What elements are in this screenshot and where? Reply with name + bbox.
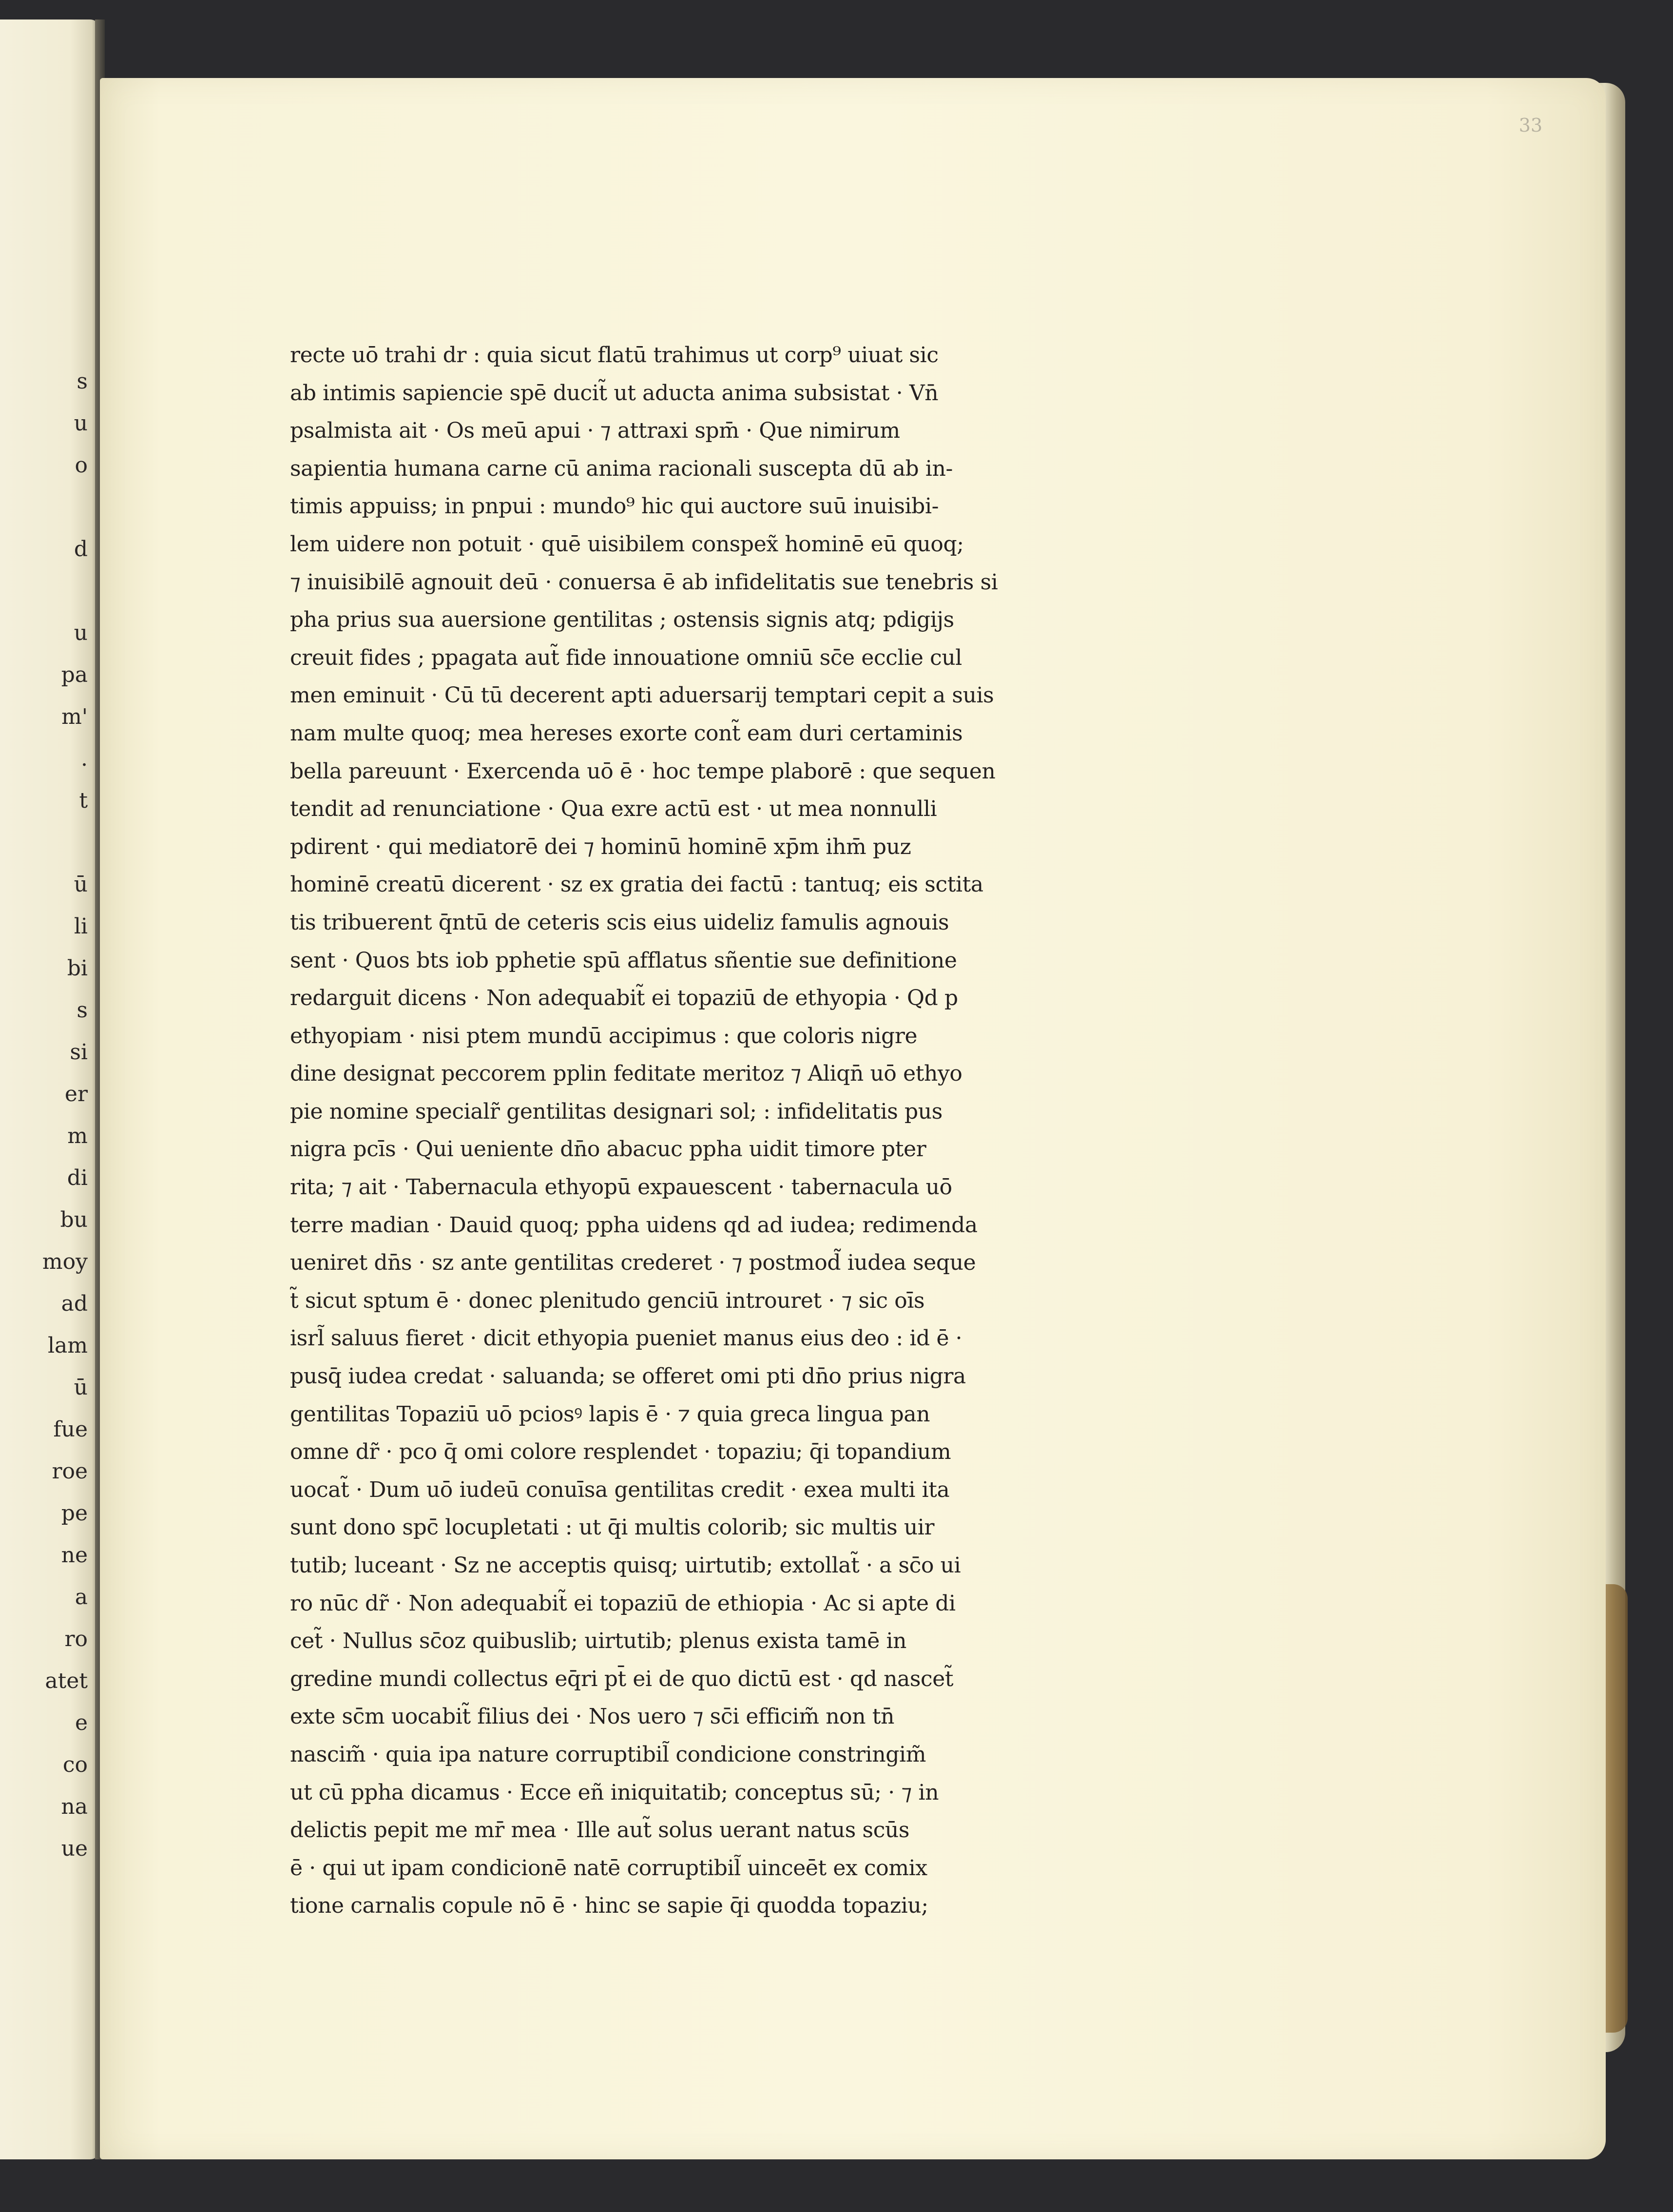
verso-fragment: co (62, 1752, 88, 1777)
text-line: uocat̃ · Dum uō iudeū conuīsa gentilitas credit · exea multi ita (290, 1477, 950, 1502)
text-line: bella pareuunt · Exercenda uō ē · hoc tempe plaborē : que sequen (290, 758, 996, 784)
verso-fragment: . (81, 746, 88, 771)
text-line: creuit fides ; ppagata aut̃ fide innouatione omniū sc̄e ecclie cul (290, 645, 962, 670)
recto-page (100, 78, 1606, 2159)
text-line: omne dr̃ · pco q̄ omi colore resplendet · topaziu; q̄i topandium (290, 1439, 951, 1465)
verso-fragment: u (74, 411, 88, 436)
verso-fragment: ne (61, 1543, 88, 1568)
verso-fragment: m' (61, 704, 88, 729)
verso-text-fragments (0, 361, 93, 1870)
verso-fragment: moy (42, 1249, 88, 1274)
text-line: ro nūc dr̃ · Non adequabit̃ ei topaziū de ethiopia · Ac si apte di (290, 1591, 956, 1616)
text-line: ⁊ inuisibilē agnouit deū · conuersa ē ab infidelitatis sue tenebris si (290, 569, 998, 595)
text-line: tendit ad renunciatione · Qua exre actū est · ut mea nonnulli (290, 796, 937, 822)
text-line: dine designat peccorem pplin feditate meritoz ⁊ Aliqn̄ uō ethyo (290, 1061, 962, 1087)
text-line: gentilitas Topaziū uō pciosꝰ lapis ē · ⁊ quia greca lingua pan (290, 1401, 930, 1427)
text-line: hominē creatū dicerent · sz ex gratia dei factū : tantuq; eis sctita (290, 872, 983, 897)
text-line: ut cū ppha dicamus · Ecce eñ iniquitatib; conceptus sū; · ⁊ in (290, 1780, 939, 1805)
verso-fragment: bu (60, 1207, 88, 1232)
text-line: cet̃ · Nullus sc̄oz quibuslib; uirtutib; plenus exista tamē in (290, 1629, 907, 1654)
text-line: ē · qui ut ipam condicionē natē corruptibil̃ uinceēt ex comix (290, 1855, 927, 1881)
verso-fragment: lam (47, 1333, 88, 1358)
verso-fragment: ū (74, 1375, 88, 1400)
verso-fragment: s (77, 369, 88, 394)
folio-number: 33 (1519, 115, 1542, 136)
text-line: redarguit dicens · Non adequabit̃ ei topaziū de ethyopia · Qd p (290, 986, 958, 1011)
verso-fragment: ro (64, 1627, 88, 1651)
text-line: nam multe quoq; mea hereses exorte cont̃ eam duri certaminis (290, 720, 963, 746)
text-line: sunt dono spc̄ locupletati : ut q̄i multis colorib; sic multis uir (290, 1515, 935, 1540)
text-line: isrl̃ saluus fieret · dicit ethyopia pueniet manus eius deo : id ē · (290, 1326, 962, 1351)
verso-fragment: ad (61, 1291, 88, 1316)
verso-fragment: m (67, 1124, 88, 1148)
verso-fragment: pe (61, 1501, 88, 1526)
text-line: delictis pepit me mr̄ mea · Ille aut̃ solus uerant natus scūs (290, 1818, 910, 1843)
main-text-column (290, 336, 1406, 1925)
verso-fragment (0, 822, 93, 864)
verso-fragment (0, 486, 93, 528)
text-line: rita; ⁊ ait · Tabernacula ethyopū expauescent · tabernacula uō (290, 1175, 952, 1200)
verso-fragment: o (75, 453, 88, 478)
verso-fragment: d (74, 537, 88, 562)
verso-fragment: s (77, 998, 88, 1023)
text-line: sapientia humana carne cū anima racionali suscepta dū ab in- (290, 456, 953, 481)
verso-fragment: u (74, 621, 88, 645)
verso-fragment: fue (53, 1417, 88, 1442)
text-line: nigra pcīs · Qui ueniente dn̄o abacuc ppha uidit timore pter (290, 1137, 926, 1162)
verso-fragment: atet (45, 1669, 88, 1693)
verso-fragment: pa (61, 662, 88, 687)
text-line: t̃ sicut sptum ē · donec plenitudo genciū introuret · ⁊ sic oīs (290, 1288, 925, 1313)
text-line: ethyopiam · nisi ptem mundū accipimus : que coloris nigre (290, 1023, 918, 1048)
verso-fragment (0, 570, 93, 612)
verso-fragment: si (70, 1040, 88, 1065)
verso-fragment: roe (52, 1459, 88, 1484)
verso-fragment: er (64, 1082, 88, 1106)
text-line: sent · Quos bts iob pphetie spū afflatus sñentie sue definitione (290, 948, 957, 973)
text-line: lem uidere non potuit · quē uisibilem conspex̃ hominē eū quoq; (290, 531, 964, 557)
text-line: timis appuiss; in pnpui : mundo⁹ hic qui auctore suū inuisibi- (290, 494, 939, 519)
verso-fragment: t (79, 788, 88, 813)
verso-fragment: di (67, 1165, 88, 1190)
text-line: pdirent · qui mediatorē dei ⁊ hominū hominē xp̄m ihm̄ puz (290, 834, 911, 859)
text-line: pusq̄ iudea credat · saluanda; se offeret omi pti dn̄o prius nigra (290, 1364, 966, 1389)
text-line: gredine mundi collectus eq̄ri pt̄ ei de quo dictū est · qd nascet̃ (290, 1666, 954, 1691)
text-line: tis tribuerent q̄ntū de ceteris scis eius uideliz famulis agnouis (290, 910, 949, 935)
text-line: exte sc̄m uocabit̃ filius dei · Nos uero ⁊ sc̄i efficim̃ non tn̄ (290, 1704, 895, 1729)
text-line: recte uō trahi dr : quia sicut flatū trahimus ut corp⁹ uiuat sic (290, 343, 939, 368)
verso-fragment: li (74, 914, 88, 939)
text-line: ueniret dn̄s · sz ante gentilitas crederet · ⁊ postmod̃ iudea seque (290, 1250, 976, 1276)
text-line: pha prius sua auersione gentilitas ; ostensis signis atq; pdigijs (290, 607, 954, 633)
verso-fragment: e (75, 1710, 88, 1735)
text-line: tutib; luceant · Sz ne acceptis quisq; uirtutib; extollat̃ · a sc̄o ui (290, 1553, 961, 1578)
verso-fragment: ue (61, 1836, 88, 1861)
verso-fragment: na (61, 1794, 88, 1819)
text-line: men eminuit · Cū tū decerent apti aduersarij temptari cepit a suis (290, 683, 994, 708)
text-line: psalmista ait · Os meū apui · ⁊ attraxi spm̄ · Que nimirum (290, 418, 900, 444)
text-line: terre madian · Dauid quoq; ppha uidens qd ad iudea; redimenda (290, 1212, 978, 1238)
verso-fragment: ū (74, 872, 88, 897)
verso-fragment: a (75, 1585, 88, 1610)
verso-fragment: bi (67, 956, 88, 981)
verso-page-edge (0, 19, 100, 2159)
text-line: pie nomine specialr̃ gentilitas designari sol; : infidelitatis pus (290, 1099, 942, 1124)
text-line: nascim̃ · quia ipa nature corruptibil̃ condicione constringim̃ (290, 1742, 926, 1767)
text-line: tione carnalis copule nō ē · hinc se sapie q̄i quodda topaziu; (290, 1893, 928, 1919)
text-line: ab intimis sapiencie spē ducit̃ ut aducta anima subsistat · Vn̄ (290, 380, 939, 406)
